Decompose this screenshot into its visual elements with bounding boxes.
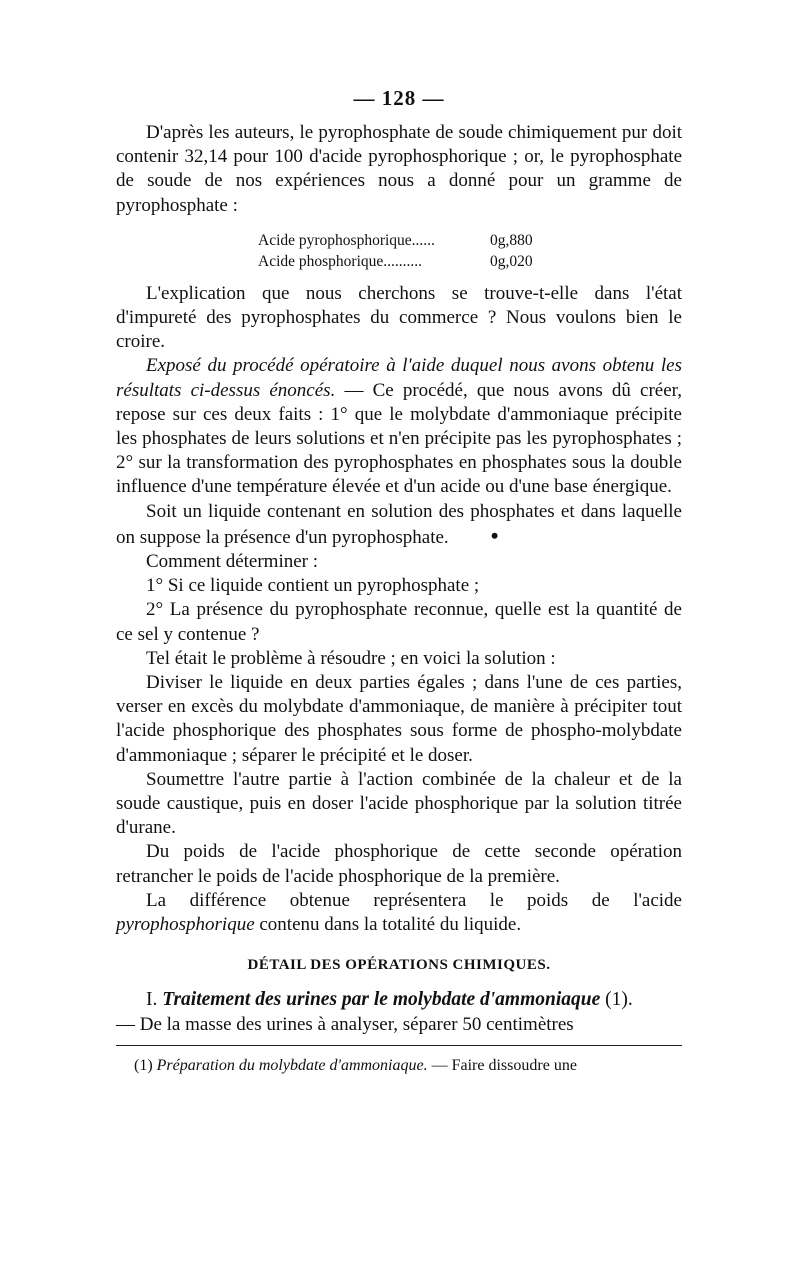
paragraph-8: Tel était le problème à résoudre ; en voici la solution : xyxy=(146,647,556,669)
footnote-rule xyxy=(116,1045,682,1046)
paragraph-2: L'explication que nous cherchons se trouve-t-elle dans l'état d'impureté des pyrophosphates du commerce ? Nous voulons bien le croire. xyxy=(116,282,682,353)
paragraph-3-text: — Ce procédé, que nous avons dû créer, repose sur ces deux faits : 1° que le molybdate d'ammoniaque précipite les phosphates de leurs solutions et n'en précipite pas les pyrophosphates ; 2° sur la transformation des pyrophosphates en phosphates sous la double influence d'une température élevée et d'un acide ou d'une base énergique. xyxy=(116,379,682,498)
table-value: 0g,880 xyxy=(490,231,533,249)
table-label: Acide pyrophosphorique...... xyxy=(258,231,435,249)
paragraph-1: D'après les auteurs, le pyrophosphate de soude chimiquement pur doit contenir 32,14 pour 100 d'acide pyrophosphorique ; or, le pyrophosphate de soude de nos expériences nous a donné pour un gramme de pyrophosphate : xyxy=(116,122,682,216)
footnote xyxy=(116,1056,682,1076)
table-row xyxy=(258,251,682,272)
paragraph-12-text-b: contenu dans la totalité du liquide. xyxy=(254,914,522,936)
document-page xyxy=(116,86,682,1236)
footnote-marker: (1) xyxy=(134,1057,153,1074)
table-label: Acide phosphorique.......... xyxy=(258,252,423,270)
paragraph-9: Diviser le liquide en deux parties égales ; dans l'une de ces parties, verser en excès du molybdate d'ammoniaque, de manière à précipiter tout l'acide phosphorique des phosphates sous forme de phospho-molybdate d'ammoniaque ; séparer le précipité et le doser. xyxy=(116,672,682,766)
paragraph-4 xyxy=(116,500,682,550)
paragraph-12-text-a: La différence obtenue représentera le poids de l'acide xyxy=(146,889,682,911)
paragraph-12 xyxy=(116,889,682,937)
paragraph-4-text: Soit un liquide contenant en solution des phosphates et dans laquelle on suppose la présence d'un pyrophosphate. xyxy=(116,500,682,548)
table-row xyxy=(258,230,682,251)
paragraph-7: 2° La présence du pyrophosphate reconnue, quelle est la quantité de ce sel y contenue ? xyxy=(116,599,682,645)
section-title-text: Traitement des urines par le molybdate d'ammoniaque xyxy=(162,989,601,1011)
section-text: — De la masse des urines à analyser, séparer 50 centimètres xyxy=(116,1013,574,1035)
footnote-text: — Faire dissoudre une xyxy=(427,1057,577,1074)
paragraph-6: 1° Si ce liquide contient un pyrophosphate ; xyxy=(146,575,480,597)
section-title xyxy=(116,988,682,1013)
page-number: — 128 — xyxy=(353,86,445,110)
paragraph-10: Soumettre l'autre partie à l'action combinée de la chaleur et de la soude caustique, puis en doser l'acide phosphorique par la solution titrée d'urane. xyxy=(116,768,682,839)
ink-dot: • xyxy=(490,522,499,548)
composition-table xyxy=(258,230,682,272)
section-heading: DÉTAIL DES OPÉRATIONS CHIMIQUES. xyxy=(247,957,551,974)
paragraph-5: Comment déterminer : xyxy=(146,551,319,573)
section-number: I. xyxy=(146,989,158,1011)
paragraph-3 xyxy=(116,354,682,499)
paragraph-12-italic: pyrophosphorique xyxy=(116,914,255,936)
footnote-reference: (1). xyxy=(605,989,633,1011)
table-value: 0g,020 xyxy=(490,252,533,270)
footnote-title: Préparation du molybdate d'ammoniaque. xyxy=(156,1057,428,1074)
paragraph-11: Du poids de l'acide phosphorique de cette seconde opération retrancher le poids de l'acide phosphorique de la première. xyxy=(116,841,682,887)
paragraph-3-title: Exposé du procédé opératoire à l'aide duquel nous avons obtenu les résultats ci-dessus énoncés. xyxy=(116,355,682,401)
